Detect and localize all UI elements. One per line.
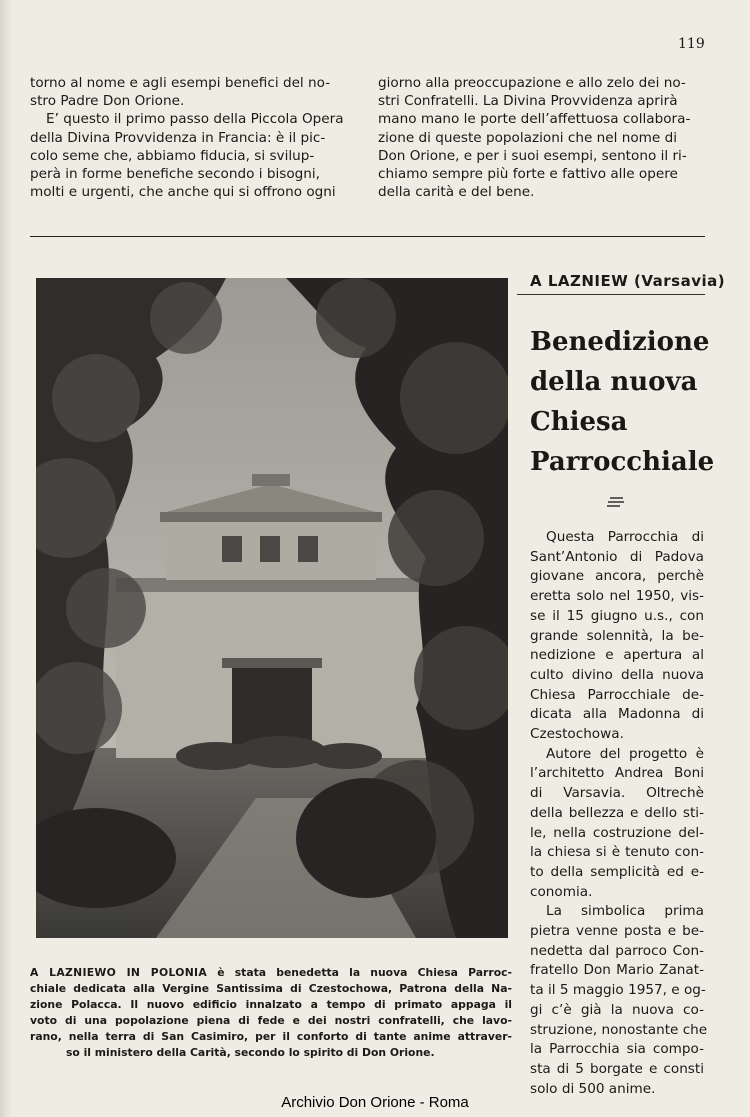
article-line: Czestochowa. [530,726,624,743]
left-column-text [30,74,357,201]
right-line: mano mano le porte dell’affettuosa collabora- [378,111,691,128]
section-tag: A LAZNIEW (Varsavia) [530,272,726,290]
article-line: Autore del progetto è [546,745,704,762]
caption-line: so il ministero della Carità, secondo lo spirito di Don Orione. [66,1046,435,1059]
article-line: eretta solo nel 1950, vis- [530,588,704,605]
article-line: dicata alla Madonna di [530,706,704,723]
article-line: la chiesa si è tenuto con- [530,844,704,861]
article-title [530,322,714,482]
article-line: fratello Don Mario Zanat- [530,962,704,979]
left-line: stro Padre Don Orione. [30,93,185,110]
caption-line: è stata benedetta la nuova Chiesa Parroc- [207,966,512,979]
tag-underline [517,294,705,295]
article-line: se il 15 giugno u.s., con [530,607,704,624]
caption-lead: A LAZNIEWO IN POLONIA [30,966,208,979]
caption-line: voto di una popolazione piena di fede e dei nostri confratelli, che lavo- [30,1014,512,1027]
caption-line: chiale dedicata alla Vergine Santissima di Czestochowa, Patrona della Na- [30,982,512,995]
article-line: l’architetto Andrea Boni [530,765,704,782]
article-body [530,528,708,1099]
left-line: torno al nome e agli esempi benefici del no- [30,75,331,91]
article-line: to della semplicità ed e- [530,863,704,880]
article-line: le, nella costruzione del- [530,824,704,841]
title-line: Benedizione [530,327,710,357]
article-line: Sant’Antonio di Padova [530,548,704,565]
right-line: della carità e del bene. [378,184,535,201]
article-line: Chiesa Parrocchiale de- [530,686,704,703]
right-line: giorno alla preoccupazione e allo zelo dei no- [378,75,686,91]
article-line: sta di 5 borgate e consti [530,1060,704,1077]
title-line: della nuova [530,367,698,397]
church-photograph [36,278,508,938]
left-line: colo seme che, abbiamo fiducia, si svilup- [30,147,315,164]
left-line: molti e urgenti, che anche qui si offrono ogni [30,184,336,201]
article-line: grande solennità, la be- [530,627,704,644]
title-line: Chiesa [530,407,628,437]
archive-footer: Archivio Don Orione - Roma [281,1094,469,1111]
article-line: solo di 500 anime. [530,1080,656,1097]
article-line: nedetta dal parroco Con- [530,942,704,959]
page-number: 119 [678,36,705,52]
right-line: stri Confratelli. La Divina Provvidenza aprirà [378,93,678,110]
dash-ornament-icon [606,496,626,508]
left-line: perà in forme benefiche secondo i bisogni, [30,166,320,183]
right-line: zione di queste popolazioni che nel nome di [378,129,678,146]
article-line: gi c’è già la nuova co- [530,1001,704,1018]
right-line: chiamo sempre più forte e fattivo alle opere [378,166,678,183]
article-line: Questa Parrocchia di [546,529,704,545]
right-column-text [378,74,705,201]
caption-line: rano, nella terra di San Casimiro, per il conforto di tante anime attraver- [30,1030,512,1043]
article-line: pietra venne posta e be- [530,923,704,940]
left-line: E’ questo il primo passo della Piccola Opera [46,111,344,128]
article-line: giovane ancora, perchè [530,568,704,585]
article-line: culto divino della nuova [530,666,704,683]
article-line: conomia. [530,883,593,900]
article-line: ta il 5 maggio 1957, e og- [530,982,706,999]
left-line: della Divina Provvidenza in Francia: è il pic- [30,129,326,146]
article-line: struzione, nonostante che [530,1021,708,1038]
article-line: La simbolica prima [546,903,704,920]
article-line: la Parrocchia sia compo- [530,1041,704,1058]
title-line: Parrocchiale [530,447,715,477]
section-divider [30,236,705,237]
right-line: Don Orione, e per i suoi esempi, sentono il ri- [378,147,687,164]
page-edge [0,0,12,1117]
article-line: nedizione e apertura al [530,647,704,664]
photo-caption [30,965,512,1061]
article-line: di Varsavia. Oltrechè [530,785,704,802]
article-line: della bellezza e dello sti- [530,804,704,821]
caption-line: zione Polacca. Il nuovo edificio innalzato a tempo di primato appaga il [30,998,512,1011]
